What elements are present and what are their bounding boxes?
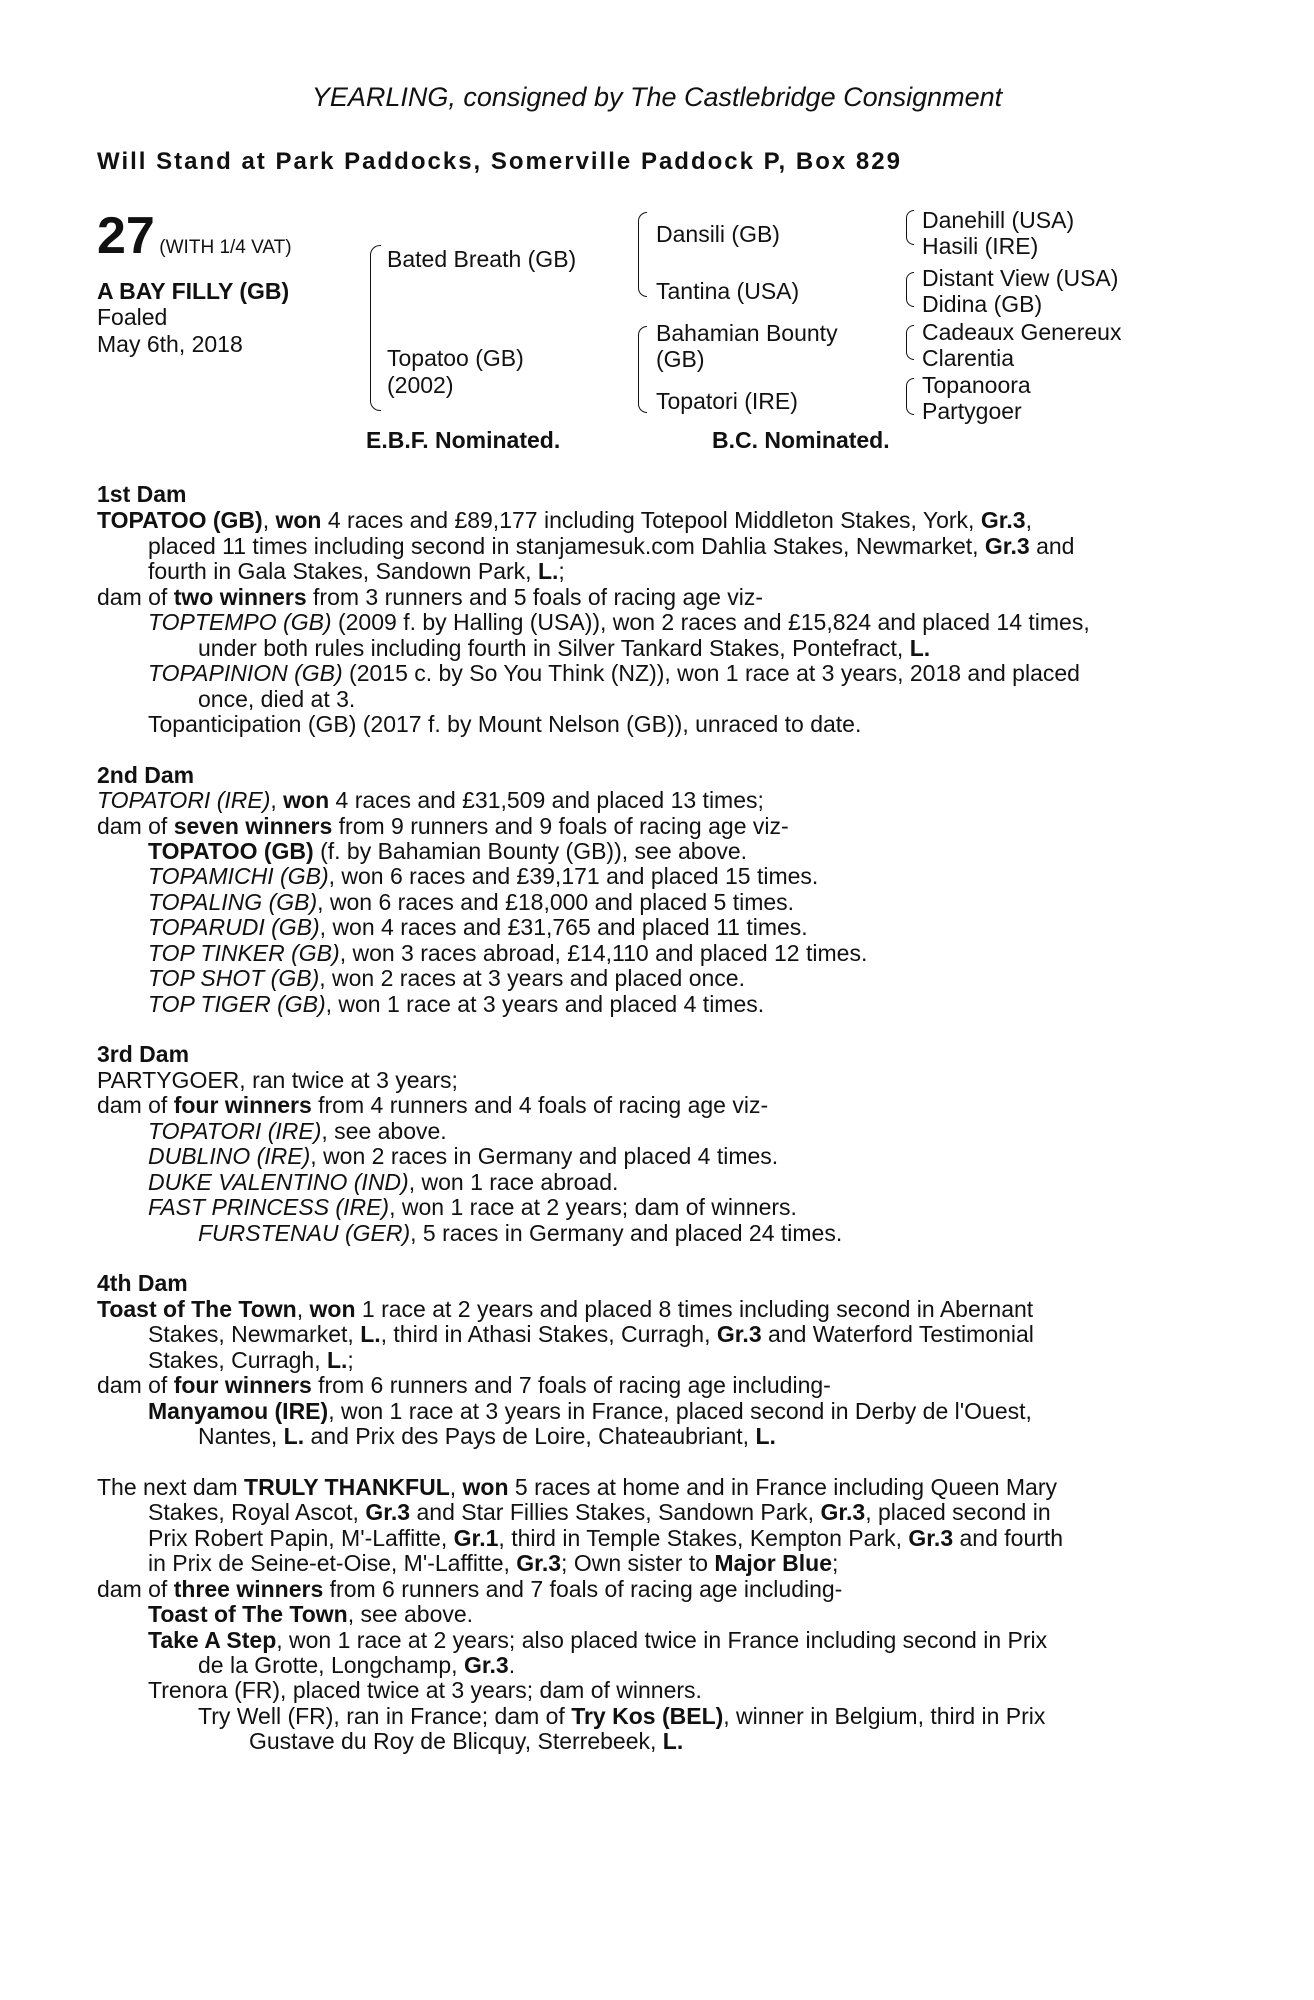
- next-line-4: in Prix de Seine-et-Oise, M'-Laffitte, Gr.3; Own sister to Major Blue;: [148, 1550, 839, 1576]
- next-line-9: Trenora (FR), placed twice at 3 years; dam of winners.: [148, 1677, 702, 1703]
- lot-number: 27: [97, 207, 155, 265]
- dam2-line-3: TOPATOO (GB) (f. by Bahamian Bounty (GB)), see above.: [148, 838, 748, 864]
- next-line-7: Take A Step, won 1 race at 2 years; also placed twice in France including second in Prix: [148, 1627, 1048, 1653]
- g-sds: Distant View (USA): [922, 265, 1119, 291]
- dam2-line-9: TOP TIGER (GB), won 1 race at 3 years and placed 4 times.: [148, 991, 765, 1017]
- foaled-label: Foaled: [97, 304, 168, 330]
- dam4-line-2: Stakes, Newmarket, L., third in Athasi Stakes, Curragh, Gr.3 and Waterford Testimonial: [148, 1321, 1034, 1347]
- brace-g1: [906, 210, 914, 228]
- next-line-6: Toast of The Town, see above.: [148, 1601, 474, 1627]
- brace-dam: [638, 326, 647, 377]
- dam2-line-6: TOPARUDI (GB), won 4 races and £31,765 and placed 11 times.: [148, 914, 808, 940]
- next-line-2: Stakes, Royal Ascot, Gr.3 and Star Fillies Stakes, Sandown Park, Gr.3, placed second in: [148, 1499, 1051, 1525]
- dam2-line-4: TOPAMICHI (GB), won 6 races and £39,171 and placed 15 times.: [148, 863, 819, 889]
- consignor-line: YEARLING, consigned by The Castlebridge Consignment: [311, 82, 1003, 112]
- dam3-line-7: FURSTENAU (GER), 5 races in Germany and placed 24 times.: [198, 1220, 843, 1246]
- dam4-line-1: Toast of The Town, won 1 race at 2 years and placed 8 times including second in Abernant: [97, 1296, 1034, 1322]
- brace-g4: [906, 378, 914, 397]
- stand-location: Will Stand at Park Paddocks, Somerville Paddock P, Box 829: [97, 148, 902, 175]
- brace-sire: [638, 212, 647, 257]
- dam-year: (2002): [387, 372, 454, 398]
- next-line-10: Try Well (FR), ran in France; dam of Try Kos (BEL), winner in Belgium, third in Prix: [198, 1703, 1046, 1729]
- dam1-line-1: TOPATOO (GB), won 4 races and £89,177 including Totepool Middleton Stakes, York, Gr.3,: [97, 507, 1032, 533]
- next-line-1: The next dam TRULY THANKFUL, won 5 races at home and in France including Queen Mary: [97, 1474, 1058, 1500]
- dam1-line-7: TOPAPINION (GB) (2015 c. by So You Think (NZ)), won 1 race at 3 years, 2018 and placed: [148, 660, 1080, 686]
- dam2-line-1: TOPATORI (IRE), won 4 races and £31,509 and placed 13 times;: [97, 787, 764, 813]
- lot-name: A BAY FILLY (GB): [97, 278, 290, 304]
- brace-g4b: [906, 396, 914, 415]
- dam1-line-2: placed 11 times including second in stanjamesuk.com Dahlia Stakes, Newmarket, Gr.3 and: [148, 533, 1075, 559]
- brace-g3b: [906, 342, 914, 360]
- section-4th-dam: 4th Dam: [97, 1270, 188, 1296]
- dam-name: Topatoo (GB): [387, 345, 524, 371]
- dam4-line-5: Manyamou (IRE), won 1 race at 3 years in France, placed second in Derby de l'Ouest,: [148, 1398, 1032, 1424]
- brace-dam-b: [638, 376, 647, 413]
- next-line-5: dam of three winners from 6 runners and 7 foals of racing age including-: [97, 1576, 843, 1602]
- g-sss: Danehill (USA): [922, 207, 1075, 233]
- dam1-line-9: Topanticipation (GB) (2017 f. by Mount Nelson (GB)), unraced to date.: [148, 711, 862, 737]
- dam2-line-7: TOP TINKER (GB), won 3 races abroad, £14,110 and placed 12 times.: [148, 940, 868, 966]
- g-dsd: Clarentia: [922, 345, 1015, 371]
- pedigree-brace-lower: [370, 325, 381, 411]
- dam2-line-2: dam of seven winners from 9 runners and 9 foals of racing age viz-: [97, 813, 789, 839]
- brace-g1b: [906, 227, 914, 245]
- dam-sire-1: Bahamian Bounty: [656, 320, 838, 346]
- pedigree-brace-upper: [370, 245, 381, 326]
- brace-g2: [906, 272, 914, 290]
- dam3-line-6: FAST PRINCESS (IRE), won 1 race at 2 years; dam of winners.: [148, 1194, 797, 1220]
- lot-number-block: [97, 207, 292, 265]
- dam-sire-2: (GB): [656, 346, 705, 372]
- section-1st-dam: 1st Dam: [97, 481, 187, 507]
- brace-sire-b: [638, 256, 647, 297]
- dam1-line-6: under both rules including fourth in Silver Tankard Stakes, Pontefract, L.: [198, 635, 931, 661]
- section-3rd-dam: 3rd Dam: [97, 1041, 190, 1067]
- next-line-11: Gustave du Roy de Blicquy, Sterrebeek, L.: [249, 1728, 684, 1754]
- dam-dam: Topatori (IRE): [656, 388, 798, 414]
- dam1-line-8: once, died at 3.: [198, 686, 356, 712]
- g-ssd: Hasili (IRE): [922, 233, 1039, 259]
- sire: Bated Breath (GB): [387, 246, 577, 272]
- sire-dam: Tantina (USA): [656, 278, 800, 304]
- bc-nominated: B.C. Nominated.: [712, 427, 890, 453]
- brace-g2b: [906, 289, 914, 307]
- foaled-date: May 6th, 2018: [97, 331, 243, 357]
- dam4-line-4: dam of four winners from 6 runners and 7 foals of racing age including-: [97, 1372, 831, 1398]
- g-sdd: Didina (GB): [922, 291, 1043, 317]
- dam2-line-5: TOPALING (GB), won 6 races and £18,000 and placed 5 times.: [148, 889, 795, 915]
- dam4-line-3: Stakes, Curragh, L.;: [148, 1347, 354, 1373]
- dam2-line-8: TOP SHOT (GB), won 2 races at 3 years and placed once.: [148, 965, 745, 991]
- g-dss: Cadeaux Genereux: [922, 319, 1122, 345]
- section-2nd-dam: 2nd Dam: [97, 762, 195, 788]
- dam3-line-5: DUKE VALENTINO (IND), won 1 race abroad.: [148, 1169, 619, 1195]
- dam1-line-3: fourth in Gala Stakes, Sandown Park, L.;: [148, 558, 565, 584]
- g-ddd: Partygoer: [922, 398, 1022, 424]
- next-line-3: Prix Robert Papin, M'-Laffitte, Gr.1, third in Temple Stakes, Kempton Park, Gr.3 and fourth: [148, 1525, 1064, 1551]
- dam3-line-1: PARTYGOER, ran twice at 3 years;: [97, 1067, 458, 1093]
- g-dds: Topanoora: [922, 372, 1031, 398]
- dam3-line-2: dam of four winners from 4 runners and 4 foals of racing age viz-: [97, 1092, 769, 1118]
- brace-g3: [906, 325, 914, 343]
- dam3-line-4: DUBLINO (IRE), won 2 races in Germany and placed 4 times.: [148, 1143, 779, 1169]
- dam4-line-6: Nantes, L. and Prix des Pays de Loire, Chateaubriant, L.: [198, 1423, 776, 1449]
- dam1-line-5: TOPTEMPO (GB) (2009 f. by Halling (USA)), won 2 races and £15,824 and placed 14 times,: [148, 609, 1090, 635]
- vat-note: (WITH 1/4 VAT): [159, 237, 292, 258]
- dam1-line-4: dam of two winners from 3 runners and 5 foals of racing age viz-: [97, 584, 764, 610]
- dam3-line-3: TOPATORI (IRE), see above.: [148, 1118, 447, 1144]
- next-line-8: de la Grotte, Longchamp, Gr.3.: [198, 1652, 516, 1678]
- sire-sire: Dansili (GB): [656, 221, 780, 247]
- ebf-nominated: E.B.F. Nominated.: [366, 427, 561, 453]
